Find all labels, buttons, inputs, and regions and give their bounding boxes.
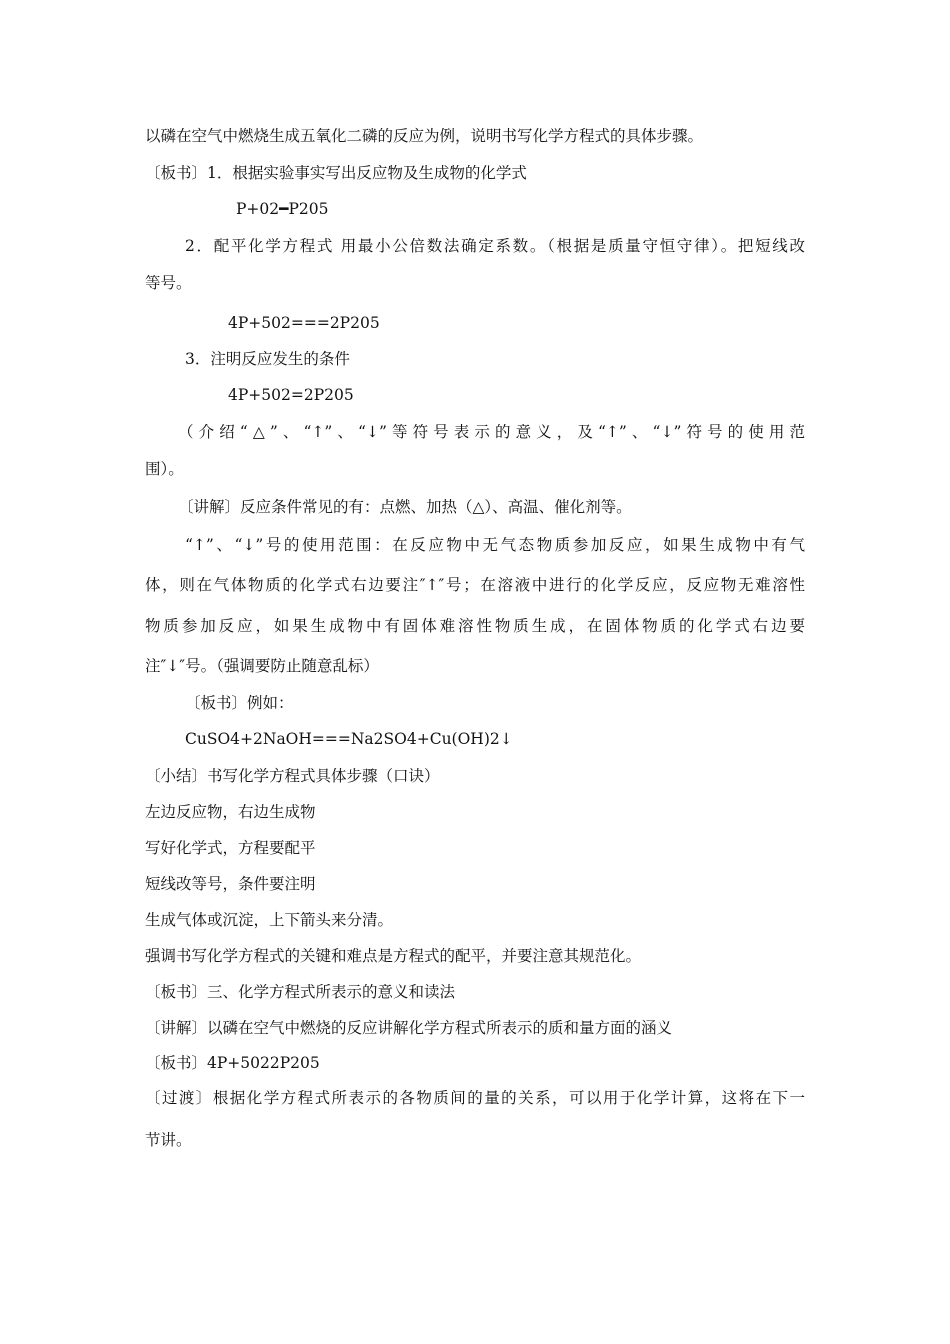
paragraph-intro: 以磷在空气中燃烧生成五氧化二磷的反应为例，说明书写化学方程式的具体步骤。 [145, 127, 704, 145]
symbols-intro-line-2: 围）。 [145, 460, 184, 478]
transition-line-2: 节讲。 [145, 1131, 192, 1149]
arrow-usage-line-1: “↑”、“↓”号的使用范围：在反应物中无气态物质参加反应，如果生成物中有气 [185, 536, 805, 554]
arrow-usage-line-2: 体，则在气体物质的化学式右边要注″↑″号；在溶液中进行的化学反应，反应物无难溶性 [145, 576, 805, 594]
arrow-usage-line-4: 注″↓″号。（强调要防止随意乱标） [145, 657, 379, 675]
board-step-1: 〔板书〕1．根据实验事实写出反应物及生成物的化学式 [145, 164, 527, 182]
explain-conditions: 〔讲解〕反应条件常见的有：点燃、加热（△）、高温、催化剂等。 [178, 498, 632, 516]
equation-conditions: 4P+502=2P205 [228, 386, 354, 404]
rhyme-line-3: 短线改等号，条件要注明 [145, 875, 316, 893]
symbols-intro-line-1: （介绍“△”、“↑”、“↓”等符号表示的意义，及“↑”、“↓”符号的使用范 [178, 423, 805, 441]
board-example: 〔板书〕例如： [185, 694, 294, 712]
transition-line-1: 〔过渡〕根据化学方程式所表示的各物质间的量的关系，可以用于化学计算，这将在下一 [145, 1089, 805, 1107]
rhyme-line-1: 左边反应物，右边生成物 [145, 803, 316, 821]
equation-unbalanced: P+02━P205 [236, 200, 329, 218]
equation-balanced: 4P+502===2P205 [228, 314, 380, 332]
summary-heading: 〔小结〕书写化学方程式具体步骤（口诀） [145, 767, 440, 785]
board-section-3: 〔板书〕三、化学方程式所表示的意义和读法 [145, 983, 456, 1001]
arrow-usage-line-3: 物质参加反应，如果生成物中有固体难溶性物质生成，在固体物质的化学式右边要 [145, 617, 805, 635]
explain-meaning: 〔讲解〕以磷在空气中燃烧的反应讲解化学方程式所表示的质和量方面的涵义 [145, 1019, 673, 1037]
step-2-line-1: 2．配平化学方程式 用最小公倍数法确定系数。（根据是质量守恒守律）。把短线改 [185, 237, 805, 255]
rhyme-line-2: 写好化学式，方程要配平 [145, 839, 316, 857]
equation-example: CuSO4+2NaOH===Na2SO4+Cu(OH)2↓ [185, 730, 513, 748]
rhyme-line-4: 生成气体或沉淀，上下箭头来分清。 [145, 911, 394, 929]
step-2-line-2: 等号。 [145, 274, 192, 292]
emphasis-note: 强调书写化学方程式的关键和难点是方程式的配平，并要注意其规范化。 [145, 947, 642, 965]
step-3: 3．注明反应发生的条件 [185, 350, 350, 368]
board-equation: 〔板书〕4P+5022P205 [145, 1054, 320, 1072]
